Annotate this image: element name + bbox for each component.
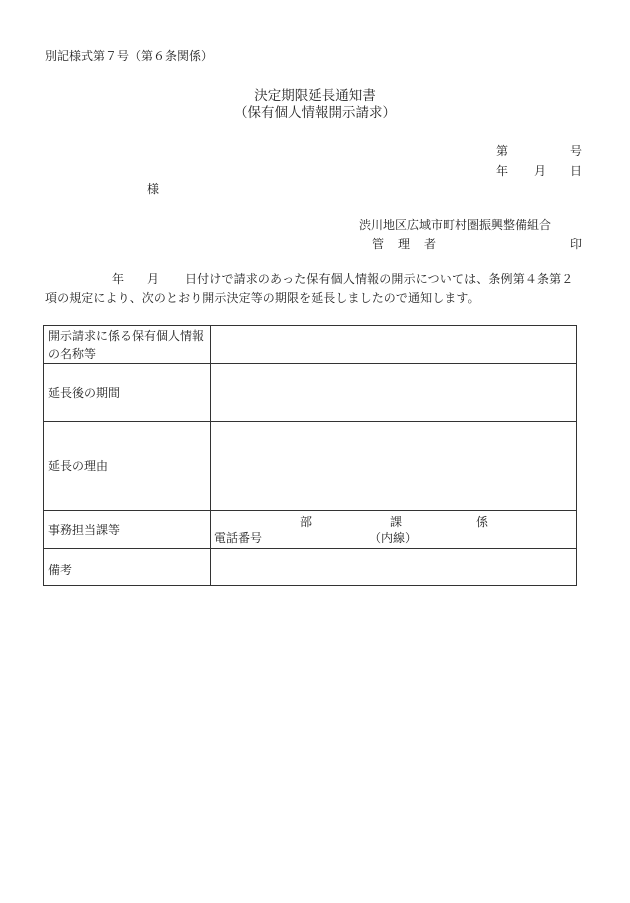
row-label-requested-info-line-1: 開示請求に係る保有個人情報	[48, 329, 205, 343]
document-title: 決定期限延長通知書	[254, 88, 376, 104]
date-month-label: 月	[534, 164, 547, 178]
form-number: 別記様式第７号（第６条関係）	[45, 49, 214, 63]
body-month-label: 月	[147, 272, 160, 286]
reference-number-suffix: 号	[570, 144, 583, 158]
row-label-requested-info-line-2: の名称等	[48, 347, 97, 361]
body-line-1-text: 日付けで請求のあった保有個人情報の開示については、条例第４条第２	[185, 272, 574, 286]
extension-label: （内線）	[369, 531, 418, 545]
row-label-office-in-charge: 事務担当課等	[48, 523, 121, 537]
table-column-divider	[210, 326, 211, 585]
unit-label: 係	[476, 515, 489, 529]
recipient-honorific: 様	[147, 182, 160, 196]
table-row-divider	[44, 363, 576, 364]
issuer-seal-mark: 印	[570, 237, 583, 251]
notice-details-table	[43, 325, 577, 586]
issuer-role: 管理者	[372, 237, 451, 251]
reference-number-prefix: 第	[496, 144, 509, 158]
table-row-divider	[44, 548, 576, 549]
department-label: 部	[300, 515, 313, 529]
row-label-remarks: 備考	[48, 563, 73, 577]
body-paragraph-line-2: 項の規定により、次のとおり開示決定等の期限を延長しましたので通知します。	[45, 291, 480, 305]
section-label: 課	[390, 515, 403, 529]
row-label-requested-info	[48, 327, 204, 363]
date-day-label: 日	[570, 164, 583, 178]
table-row-divider	[44, 421, 576, 422]
issuer-organization: 渋川地区広域市町村圏振興整備組合	[359, 218, 552, 232]
phone-number-label: 電話番号	[214, 531, 263, 545]
table-row-divider	[44, 510, 576, 511]
row-label-extended-period: 延長後の期間	[48, 386, 121, 400]
row-label-extension-reason: 延長の理由	[48, 459, 109, 473]
date-year-label: 年	[496, 164, 509, 178]
body-year-label: 年	[112, 272, 125, 286]
document-subtitle: （保有個人情報開示請求）	[234, 105, 396, 121]
